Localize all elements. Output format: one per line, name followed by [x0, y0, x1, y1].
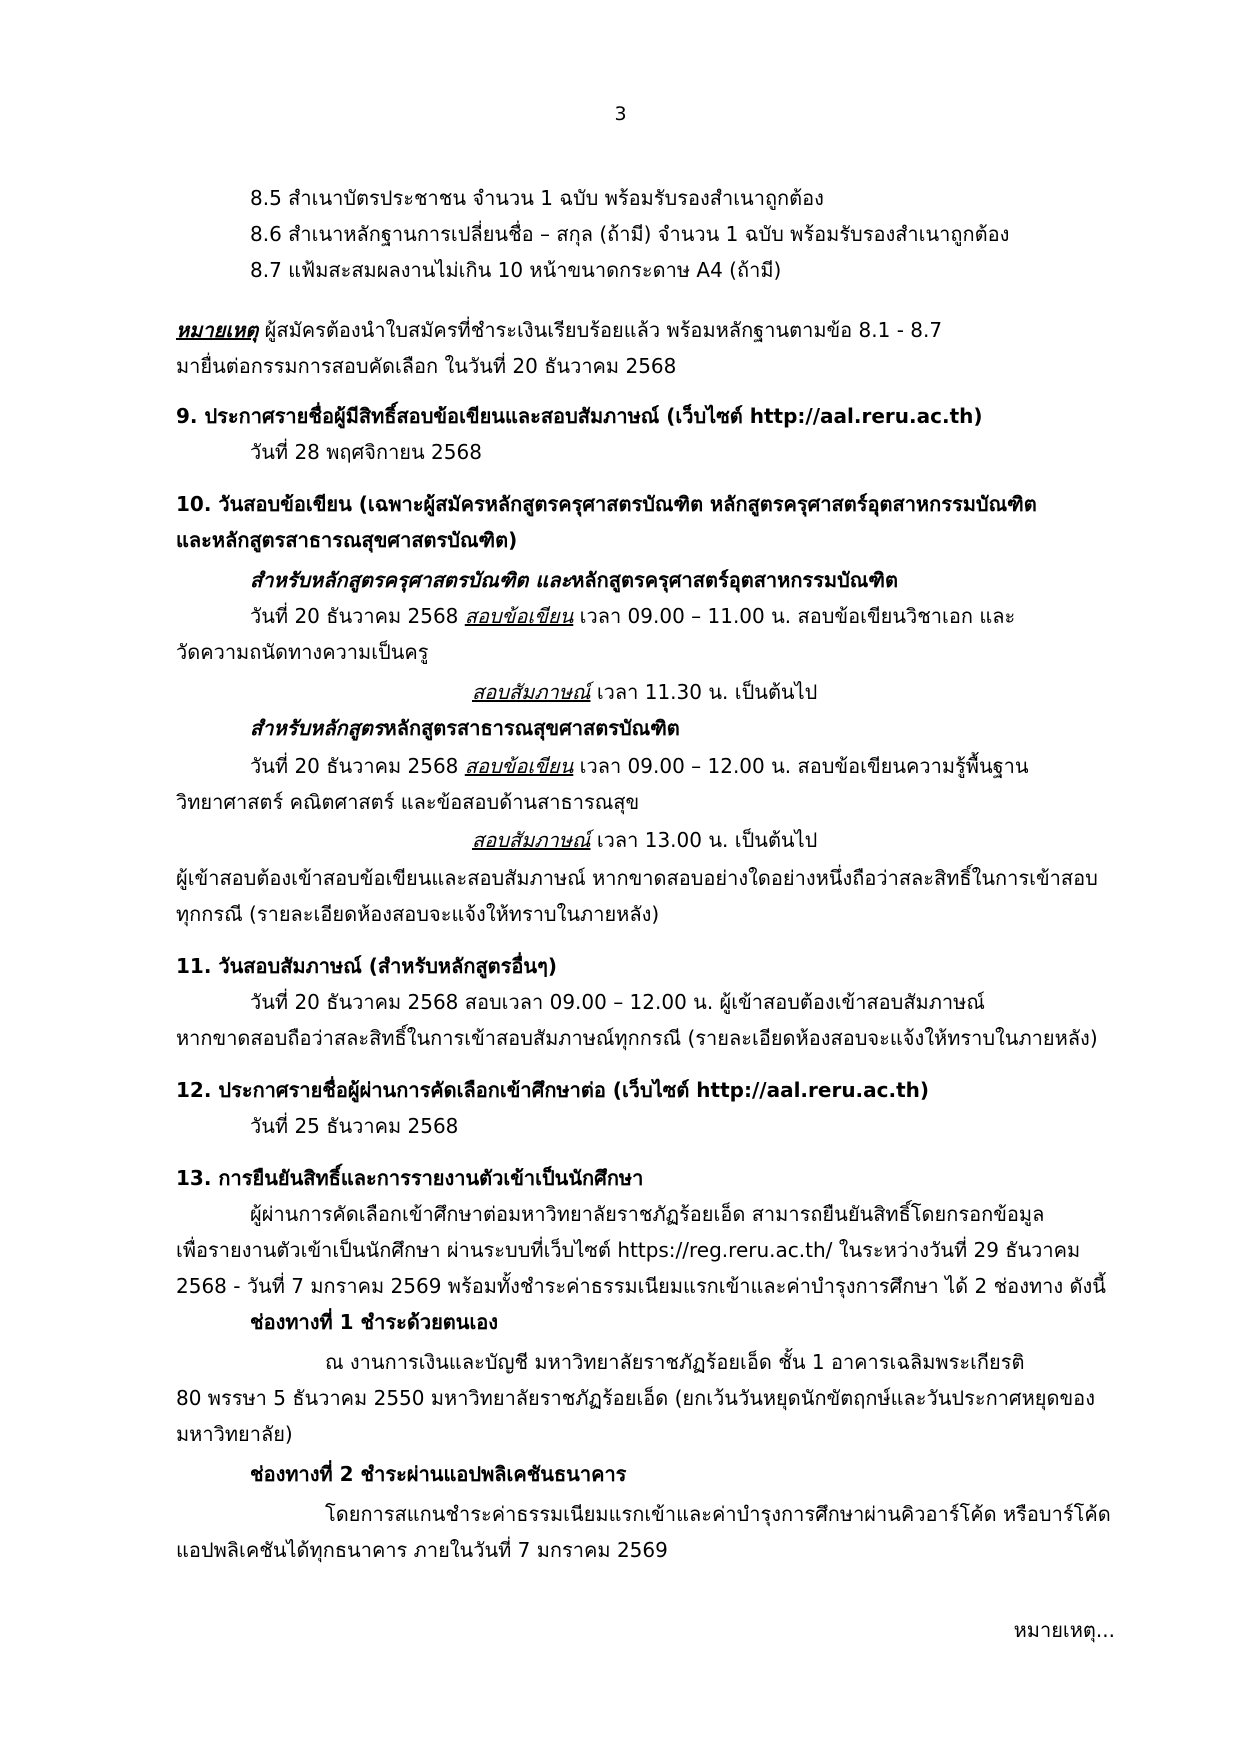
sub-2-date: วันที่ 20 ธันวาคม 2568: [250, 754, 465, 778]
sub-2-interview-time: เวลา 13.00 น. เป็นต้นไป: [590, 828, 818, 852]
section-10-sub-2-title: [250, 714, 680, 742]
section-10-sub-1-title: [250, 566, 898, 594]
sub-2-rest: หลักสูตรสาธารณสุขศาสตรบัณฑิต: [383, 716, 680, 740]
sub-2-written-label: สอบข้อเขียน: [464, 754, 574, 778]
section-10-sub-1-written: [250, 602, 1015, 630]
sub-1-date: วันที่ 20 ธันวาคม 2568: [250, 604, 465, 628]
page-number: 3: [614, 103, 627, 125]
sub-1-written-label: สอบข้อเขียน: [464, 604, 574, 628]
sub-1-italic: สำหรับหลักสูตรครุศาสตรบัณฑิต และ: [250, 568, 572, 592]
section-13-heading: 13. การยืนยันสิทธิ์และการรายงานตัวเข้าเป็นนักศึกษา: [176, 1166, 644, 1190]
sub-1-interview-label: สอบสัมภาษณ์: [472, 680, 591, 704]
channel-2-line-2: แอปพลิเคชันได้ทุกธนาคาร ภายในวันที่ 7 มกราคม 2569: [176, 1538, 668, 1562]
channel-2-title: ช่องทางที่ 2 ชำระผ่านแอปพลิเคชันธนาคาร: [250, 1462, 627, 1486]
section-10-sub-2-cont: วิทยาศาสตร์ คณิตศาสตร์ และข้อสอบด้านสาธารณสุข: [176, 790, 640, 814]
section-10-heading-line-1: 10. วันสอบข้อเขียน (เฉพาะผู้สมัครหลักสูตรครุศาสตรบัณฑิต หลักสูตรครุศาสตร์อุตสาหกรรมบัณฑิต: [176, 492, 1037, 516]
section-10-sub-1-cont: วัดความถนัดทางความเป็นครู: [176, 640, 429, 664]
section-13-line-3: 2568 - วันที่ 7 มกราคม 2569 พร้อมทั้งชำระค่าธรรมเนียมแรกเข้าและค่าบำรุงการศึกษา ได้ 2 ช่องทาง ดังนี้: [176, 1274, 1106, 1298]
section-9-heading: 9. ประกาศรายชื่อผู้มีสิทธิ์สอบข้อเขียนและสอบสัมภาษณ์ (เว็บไซต์ http://aal.reru.ac.th): [176, 404, 983, 428]
section-13-line-1: ผู้ผ่านการคัดเลือกเข้าศึกษาต่อมหาวิทยาลัยราชภัฏร้อยเอ็ด สามารถยืนยันสิทธิ์โดยกรอกข้อมูล: [250, 1202, 1045, 1226]
sub-2-written-time: เวลา 09.00 – 12.00 น. สอบข้อเขียนความรู้พื้นฐาน: [573, 754, 1029, 778]
channel-2-line-1: โดยการสแกนชำระค่าธรรมเนียมแรกเข้าและค่าบำรุงการศึกษาผ่านคิวอาร์โค้ด หรือบาร์โค้ด: [325, 1502, 1111, 1526]
section-9-date: วันที่ 28 พฤศจิกายน 2568: [250, 440, 482, 464]
section-11-heading: 11. วันสอบสัมภาษณ์ (สำหรับหลักสูตรอื่นๆ): [176, 954, 557, 978]
section-11-line-1: วันที่ 20 ธันวาคม 2568 สอบเวลา 09.00 – 12.00 น. ผู้เข้าสอบต้องเข้าสอบสัมภาษณ์: [250, 990, 985, 1014]
section-10-footer-line-2: ทุกกรณี (รายละเอียดห้องสอบจะแจ้งให้ทราบในภายหลัง): [176, 902, 660, 926]
note-1-line-1: [176, 316, 942, 344]
note-label: หมายเหตุ: [176, 318, 259, 342]
channel-1-title: ช่องทางที่ 1 ชำระด้วยตนเอง: [250, 1310, 499, 1334]
section-12-date: วันที่ 25 ธันวาคม 2568: [250, 1114, 459, 1138]
note-1-line-2: มายื่นต่อกรรมการสอบคัดเลือก ในวันที่ 20 ธันวาคม 2568: [176, 354, 677, 378]
list-item-8-7: 8.7 แฟ้มสะสมผลงานไม่เกิน 10 หน้าขนาดกระดาษ A4 (ถ้ามี): [250, 258, 782, 282]
sub-1-interview-time: เวลา 11.30 น. เป็นต้นไป: [590, 680, 818, 704]
sub-2-interview-label: สอบสัมภาษณ์: [472, 828, 591, 852]
section-13-line-2: เพื่อรายงานตัวเข้าเป็นนักศึกษา ผ่านระบบที่เว็บไซต์ https://reg.reru.ac.th/ ในระหว่างวันที่ 29 ธันวาคม: [176, 1238, 1081, 1262]
channel-1-line-2: 80 พรรษา 5 ธันวาคม 2550 มหาวิทยาลัยราชภัฏร้อยเอ็ด (ยกเว้นวันหยุดนักขัตฤกษ์และวันประกาศหยุดของ: [176, 1386, 1095, 1410]
section-10-sub-2-interview: [472, 826, 817, 854]
section-12-heading: 12. ประกาศรายชื่อผู้ผ่านการคัดเลือกเข้าศึกษาต่อ (เว็บไซต์ http://aal.reru.ac.th): [176, 1078, 930, 1102]
section-10-footer-line-1: ผู้เข้าสอบต้องเข้าสอบข้อเขียนและสอบสัมภาษณ์ หากขาดสอบอย่างใดอย่างหนึ่งถือว่าสละสิทธิ์ในการเข้าสอบ: [176, 866, 1098, 890]
note-1-text: ผู้สมัครต้องนำใบสมัครที่ชำระเงินเรียบร้อยแล้ว พร้อมหลักฐานตามข้อ 8.1 - 8.7: [258, 318, 943, 342]
list-item-8-6: 8.6 สำเนาหลักฐานการเปลี่ยนชื่อ – สกุล (ถ้ามี) จำนวน 1 ฉบับ พร้อมรับรองสำเนาถูกต้อง: [250, 222, 1010, 246]
section-10-sub-2-written: [250, 752, 1029, 780]
continuation-note: หมายเหตุ...: [1013, 1618, 1115, 1642]
section-10-sub-1-interview: [472, 678, 817, 706]
channel-1-line-1: ณ งานการเงินและบัญชี มหาวิทยาลัยราชภัฏร้อยเอ็ด ชั้น 1 อาคารเฉลิมพระเกียรติ: [325, 1350, 1025, 1374]
list-item-8-5: 8.5 สำเนาบัตรประชาชน จำนวน 1 ฉบับ พร้อมรับรองสำเนาถูกต้อง: [250, 186, 824, 210]
section-10-heading-line-2: และหลักสูตรสาธารณสุขศาสตรบัณฑิต): [176, 528, 518, 552]
sub-1-written-time: เวลา 09.00 – 11.00 น. สอบข้อเขียนวิชาเอก และ: [573, 604, 1016, 628]
section-11-line-2: หากขาดสอบถือว่าสละสิทธิ์ในการเข้าสอบสัมภาษณ์ทุกกรณี (รายละเอียดห้องสอบจะแจ้งให้ทราบในภายหลัง): [176, 1026, 1098, 1050]
channel-1-line-3: มหาวิทยาลัย): [176, 1422, 293, 1446]
sub-1-rest: หลักสูตรครุศาสตร์อุตสาหกรรมบัณฑิต: [571, 568, 898, 592]
sub-2-italic: สำหรับหลักสูตร: [250, 716, 384, 740]
